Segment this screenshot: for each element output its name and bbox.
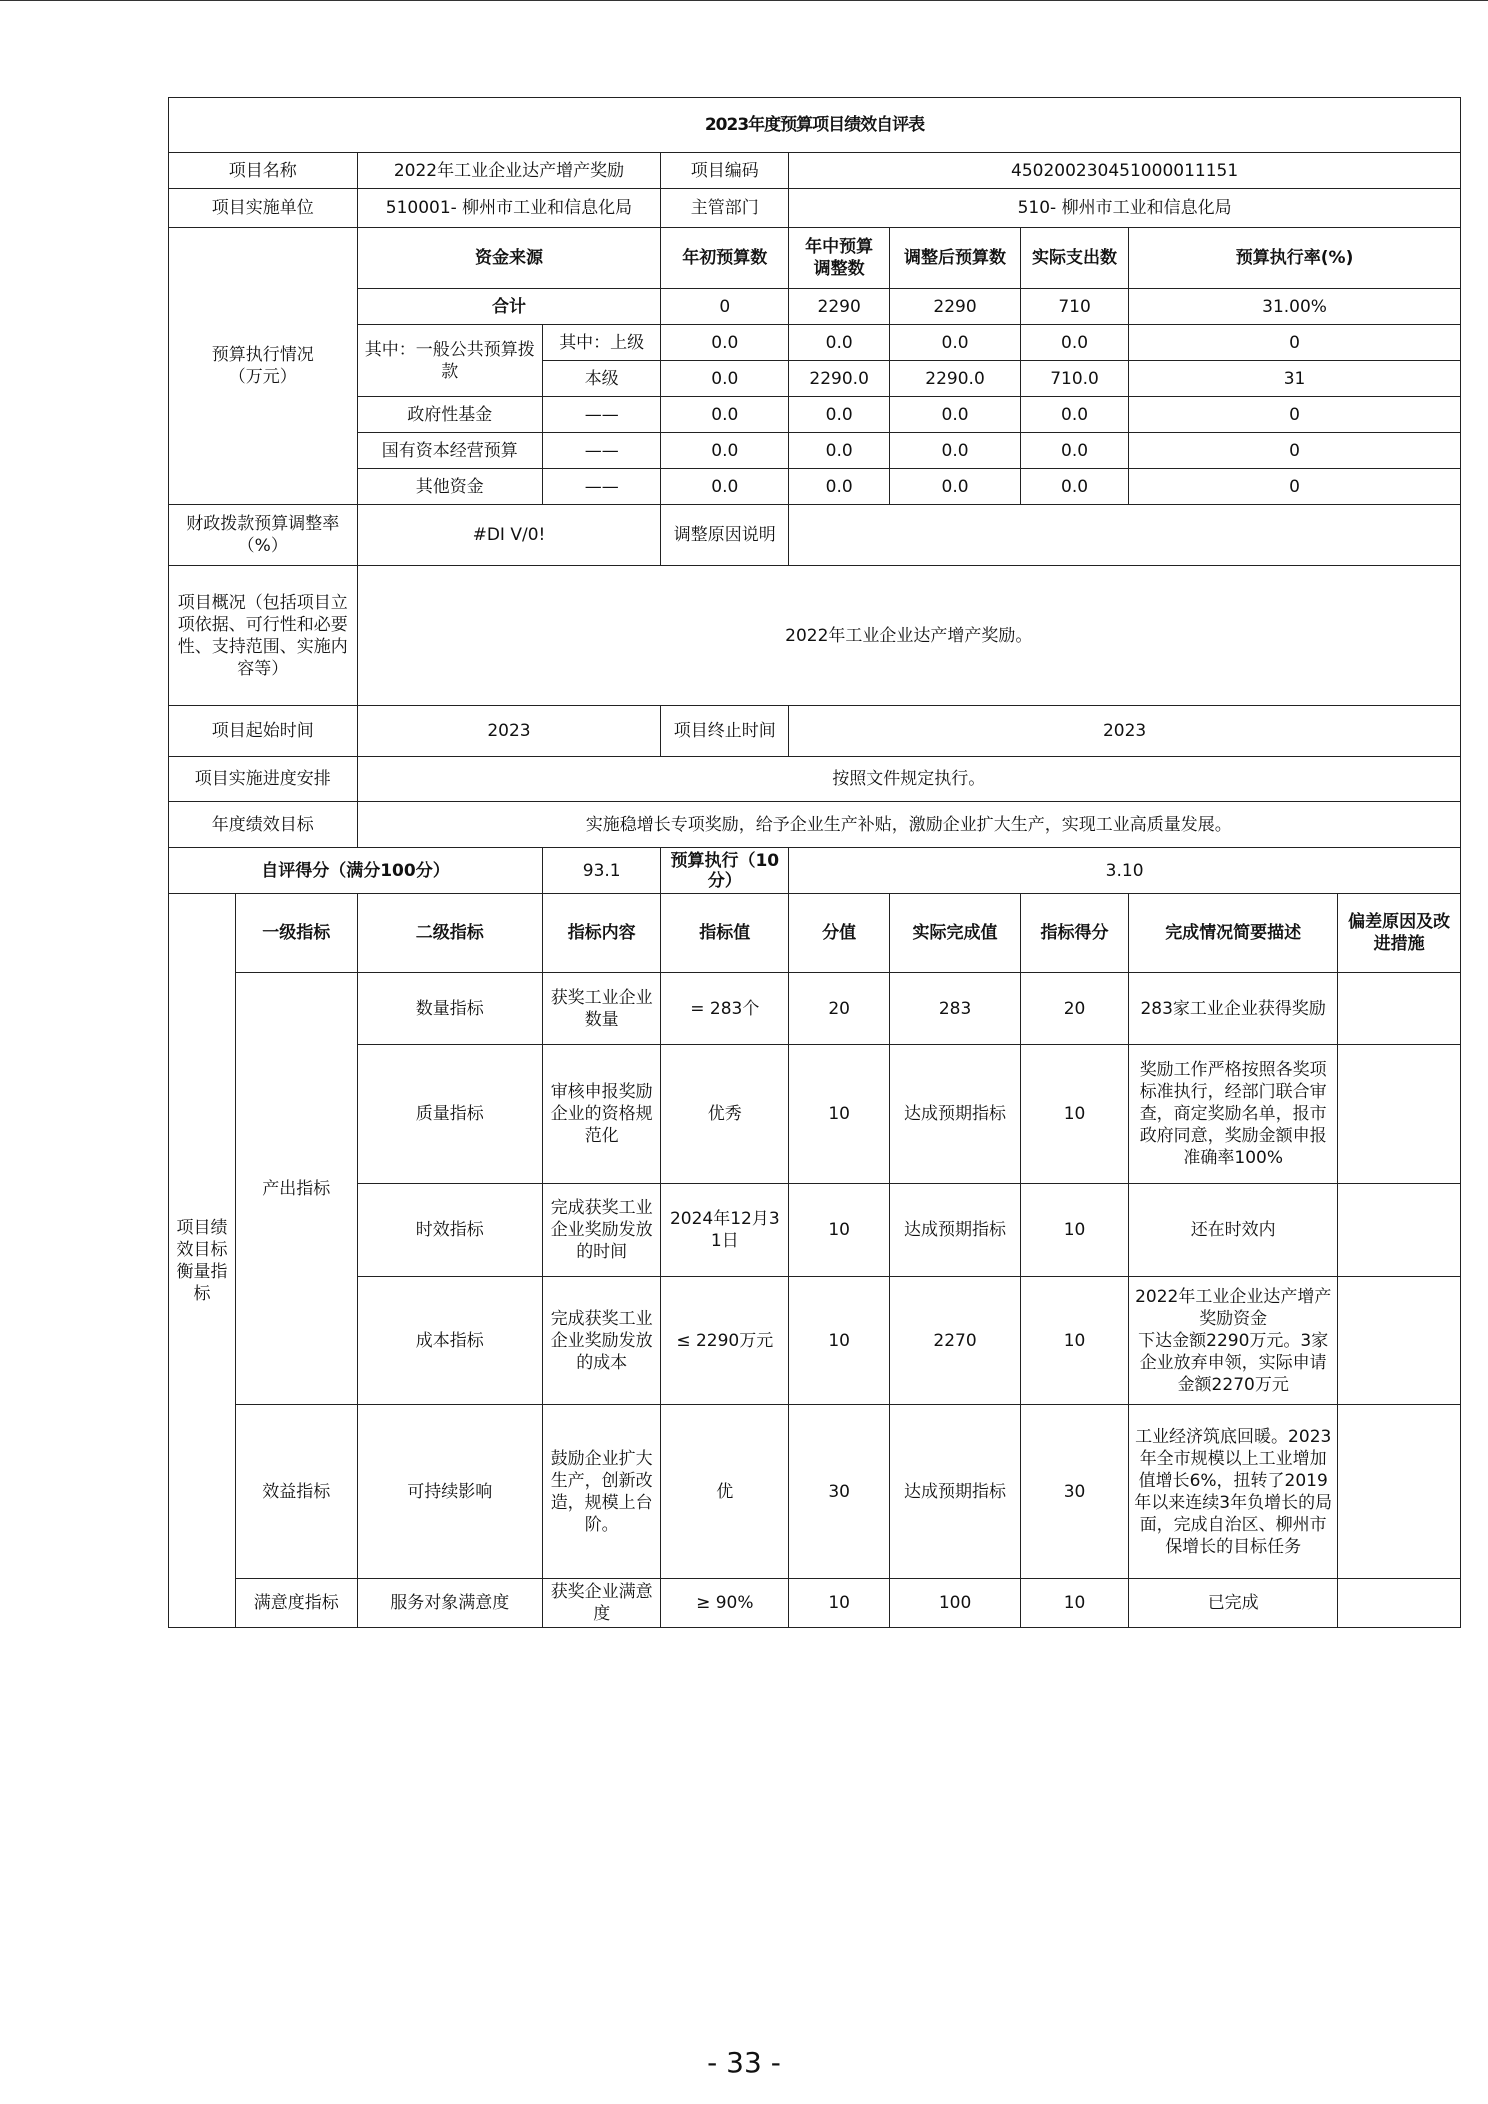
budget-header-actual: 实际支出数 bbox=[1020, 228, 1128, 289]
indicator-header: 分值 bbox=[789, 894, 890, 973]
progress-value: 按照文件规定执行。 bbox=[357, 757, 1460, 802]
local-level-value: 2290.0 bbox=[789, 361, 890, 397]
indicator-weight: 20 bbox=[789, 973, 890, 1045]
indicator-desc: 已完成 bbox=[1129, 1579, 1338, 1628]
upper-level-value: 0.0 bbox=[789, 325, 890, 361]
other-funds-value: 0.0 bbox=[890, 469, 1021, 505]
indicator-weight: 10 bbox=[789, 1184, 890, 1277]
indicator-desc: 工业经济筑底回暖。2023年全市规模以上工业增加值增长6%，扭转了2019年以来连续3年负增长的局面，完成自治区、柳州市保增长的目标任务 bbox=[1129, 1405, 1338, 1579]
indicator-header: 指标得分 bbox=[1020, 894, 1128, 973]
indicator-actual: 达成预期指标 bbox=[890, 1405, 1021, 1579]
indicator-weight: 30 bbox=[789, 1405, 890, 1579]
indicator-header: 完成情况简要描述 bbox=[1129, 894, 1338, 973]
indicator-level2: 时效指标 bbox=[357, 1184, 542, 1277]
indicator-actual: 达成预期指标 bbox=[890, 1045, 1021, 1184]
indicator-desc: 奖励工作严格按照各奖项标准执行，经部门联合审查，商定奖励名单，报市政府同意，奖励金额申报准确率100% bbox=[1129, 1045, 1338, 1184]
indicator-header: 偏差原因及改进措施 bbox=[1338, 894, 1461, 973]
evaluation-sheet bbox=[168, 97, 1461, 1628]
state-capital-rate: 0 bbox=[1129, 433, 1461, 469]
indicator-weight: 10 bbox=[789, 1045, 890, 1184]
upper-level-value: 0.0 bbox=[890, 325, 1021, 361]
indicator-content: 鼓励企业扩大生产，创新改造，规模上台阶。 bbox=[542, 1405, 660, 1579]
overview-value: 2022年工业企业达产增产奖励。 bbox=[357, 566, 1460, 706]
budget-total-rate: 31.00% bbox=[1129, 289, 1461, 325]
project-name-label: 项目名称 bbox=[169, 153, 358, 189]
self-score-label: 自评得分（满分100分） bbox=[169, 848, 543, 894]
indicator-content: 获奖企业满意度 bbox=[542, 1579, 660, 1628]
indicator-side-label: 项目绩效目标衡量指标 bbox=[169, 894, 236, 1628]
budget-total-value: 2290 bbox=[890, 289, 1021, 325]
other-funds-value: 0.0 bbox=[1020, 469, 1128, 505]
indicator-target: ≤ 2290万元 bbox=[661, 1277, 789, 1405]
local-level-rate: 31 bbox=[1129, 361, 1461, 397]
upper-level-value: 0.0 bbox=[1020, 325, 1128, 361]
gov-fund-value: 0.0 bbox=[789, 397, 890, 433]
indicator-content: 完成获奖工业企业奖励发放的时间 bbox=[542, 1184, 660, 1277]
indicator-desc: 2022年工业企业达产增产奖励资金 下达金额2290万元。3家企业放弃申领，实际申请金额2270万元 bbox=[1129, 1277, 1338, 1405]
start-time-label: 项目起始时间 bbox=[169, 706, 358, 757]
indicator-header: 二级指标 bbox=[357, 894, 542, 973]
indicator-weight: 10 bbox=[789, 1579, 890, 1628]
indicator-actual: 达成预期指标 bbox=[890, 1184, 1021, 1277]
indicator-target: 2024年12月31日 bbox=[661, 1184, 789, 1277]
budget-header-rate: 预算执行率(%) bbox=[1129, 228, 1461, 289]
upper-level-label: 其中：上级 bbox=[542, 325, 660, 361]
indicator-target: = 283个 bbox=[661, 973, 789, 1045]
indicator-header: 一级指标 bbox=[235, 894, 357, 973]
indicator-actual: 283 bbox=[890, 973, 1021, 1045]
annual-goal-label: 年度绩效目标 bbox=[169, 802, 358, 848]
indicator-target: 优秀 bbox=[661, 1045, 789, 1184]
indicator-content: 获奖工业企业数量 bbox=[542, 973, 660, 1045]
indicator-desc: 还在时效内 bbox=[1129, 1184, 1338, 1277]
indicator-score: 30 bbox=[1020, 1405, 1128, 1579]
indicator-reason bbox=[1338, 973, 1461, 1045]
impl-unit: 510001- 柳州市工业和信息化局 bbox=[357, 189, 661, 228]
output-indicator-label: 产出指标 bbox=[235, 973, 357, 1405]
end-time-label: 项目终止时间 bbox=[661, 706, 789, 757]
indicator-score: 10 bbox=[1020, 1045, 1128, 1184]
gov-fund-value: 0.0 bbox=[661, 397, 789, 433]
indicator-reason bbox=[1338, 1045, 1461, 1184]
project-name: 2022年工业企业达产增产奖励 bbox=[357, 153, 661, 189]
indicator-actual: 2270 bbox=[890, 1277, 1021, 1405]
indicator-reason bbox=[1338, 1405, 1461, 1579]
page-title: 2023年度预算项目绩效自评表 bbox=[169, 98, 1461, 153]
project-code: 450200230451000011151 bbox=[789, 153, 1461, 189]
indicator-header: 指标值 bbox=[661, 894, 789, 973]
state-capital-value: 0.0 bbox=[890, 433, 1021, 469]
budget-header-initial: 年初预算数 bbox=[661, 228, 789, 289]
page-number: - 33 - bbox=[707, 2046, 781, 2079]
upper-level-value: 0.0 bbox=[661, 325, 789, 361]
indicator-score: 10 bbox=[1020, 1277, 1128, 1405]
gov-fund-value: 0.0 bbox=[1020, 397, 1128, 433]
benefit-indicator-label: 效益指标 bbox=[235, 1405, 357, 1579]
adjust-rate-label: 财政拨款预算调整率 （%） bbox=[169, 505, 358, 566]
adjust-rate-value: #DI V/0! bbox=[357, 505, 661, 566]
top-border-line bbox=[0, 0, 1488, 1]
budget-total-value: 710 bbox=[1020, 289, 1128, 325]
budget-section-label: 预算执行情况 （万元） bbox=[169, 228, 358, 505]
other-funds-dash: —— bbox=[542, 469, 660, 505]
annual-goal-value: 实施稳增长专项奖励，给予企业生产补贴，激励企业扩大生产，实现工业高质量发展。 bbox=[357, 802, 1460, 848]
gov-fund-value: 0.0 bbox=[890, 397, 1021, 433]
gov-fund-rate: 0 bbox=[1129, 397, 1461, 433]
indicator-level2: 成本指标 bbox=[357, 1277, 542, 1405]
general-budget-label: 其中：一般公共预算拨款 bbox=[357, 325, 542, 397]
budget-exec-score-label: 预算执行（10分） bbox=[661, 848, 789, 894]
state-capital-value: 0.0 bbox=[789, 433, 890, 469]
upper-level-rate: 0 bbox=[1129, 325, 1461, 361]
budget-total-label: 合计 bbox=[357, 289, 661, 325]
indicator-level2: 可持续影响 bbox=[357, 1405, 542, 1579]
indicator-reason bbox=[1338, 1277, 1461, 1405]
indicator-header: 指标内容 bbox=[542, 894, 660, 973]
satisfaction-indicator-label: 满意度指标 bbox=[235, 1579, 357, 1628]
indicator-actual: 100 bbox=[890, 1579, 1021, 1628]
budget-total-value: 2290 bbox=[789, 289, 890, 325]
dept: 510- 柳州市工业和信息化局 bbox=[789, 189, 1461, 228]
indicator-reason bbox=[1338, 1184, 1461, 1277]
indicator-desc: 283家工业企业获得奖励 bbox=[1129, 973, 1338, 1045]
other-funds-rate: 0 bbox=[1129, 469, 1461, 505]
other-funds-value: 0.0 bbox=[789, 469, 890, 505]
indicator-level2: 服务对象满意度 bbox=[357, 1579, 542, 1628]
state-capital-label: 国有资本经营预算 bbox=[357, 433, 542, 469]
adjust-reason-value bbox=[789, 505, 1461, 566]
indicator-header: 实际完成值 bbox=[890, 894, 1021, 973]
local-level-value: 0.0 bbox=[661, 361, 789, 397]
local-level-value: 2290.0 bbox=[890, 361, 1021, 397]
indicator-score: 10 bbox=[1020, 1579, 1128, 1628]
budget-header-adjusted: 调整后预算数 bbox=[890, 228, 1021, 289]
gov-fund-label: 政府性基金 bbox=[357, 397, 542, 433]
self-score-value: 93.1 bbox=[542, 848, 660, 894]
overview-label: 项目概况（包括项目立项依据、可行性和必要性、支持范围、实施内容等） bbox=[169, 566, 358, 706]
budget-header-midyear: 年中预算 调整数 bbox=[789, 228, 890, 289]
indicator-weight: 10 bbox=[789, 1277, 890, 1405]
progress-label: 项目实施进度安排 bbox=[169, 757, 358, 802]
impl-unit-label: 项目实施单位 bbox=[169, 189, 358, 228]
indicator-score: 20 bbox=[1020, 973, 1128, 1045]
indicator-content: 完成获奖工业企业奖励发放的成本 bbox=[542, 1277, 660, 1405]
budget-exec-score-value: 3.10 bbox=[789, 848, 1461, 894]
state-capital-value: 0.0 bbox=[1020, 433, 1128, 469]
indicator-level2: 质量指标 bbox=[357, 1045, 542, 1184]
indicator-target: ≥ 90% bbox=[661, 1579, 789, 1628]
other-funds-value: 0.0 bbox=[661, 469, 789, 505]
indicator-target: 优 bbox=[661, 1405, 789, 1579]
local-level-label: 本级 bbox=[542, 361, 660, 397]
adjust-reason-label: 调整原因说明 bbox=[661, 505, 789, 566]
evaluation-table bbox=[168, 97, 1461, 1628]
project-code-label: 项目编码 bbox=[661, 153, 789, 189]
state-capital-value: 0.0 bbox=[661, 433, 789, 469]
state-capital-dash: —— bbox=[542, 433, 660, 469]
local-level-value: 710.0 bbox=[1020, 361, 1128, 397]
start-time: 2023 bbox=[357, 706, 661, 757]
end-time: 2023 bbox=[789, 706, 1461, 757]
budget-header-source: 资金来源 bbox=[357, 228, 661, 289]
indicator-level2: 数量指标 bbox=[357, 973, 542, 1045]
indicator-score: 10 bbox=[1020, 1184, 1128, 1277]
budget-total-value: 0 bbox=[661, 289, 789, 325]
indicator-reason bbox=[1338, 1579, 1461, 1628]
other-funds-label: 其他资金 bbox=[357, 469, 542, 505]
indicator-content: 审核申报奖励企业的资格规范化 bbox=[542, 1045, 660, 1184]
dept-label: 主管部门 bbox=[661, 189, 789, 228]
gov-fund-dash: —— bbox=[542, 397, 660, 433]
